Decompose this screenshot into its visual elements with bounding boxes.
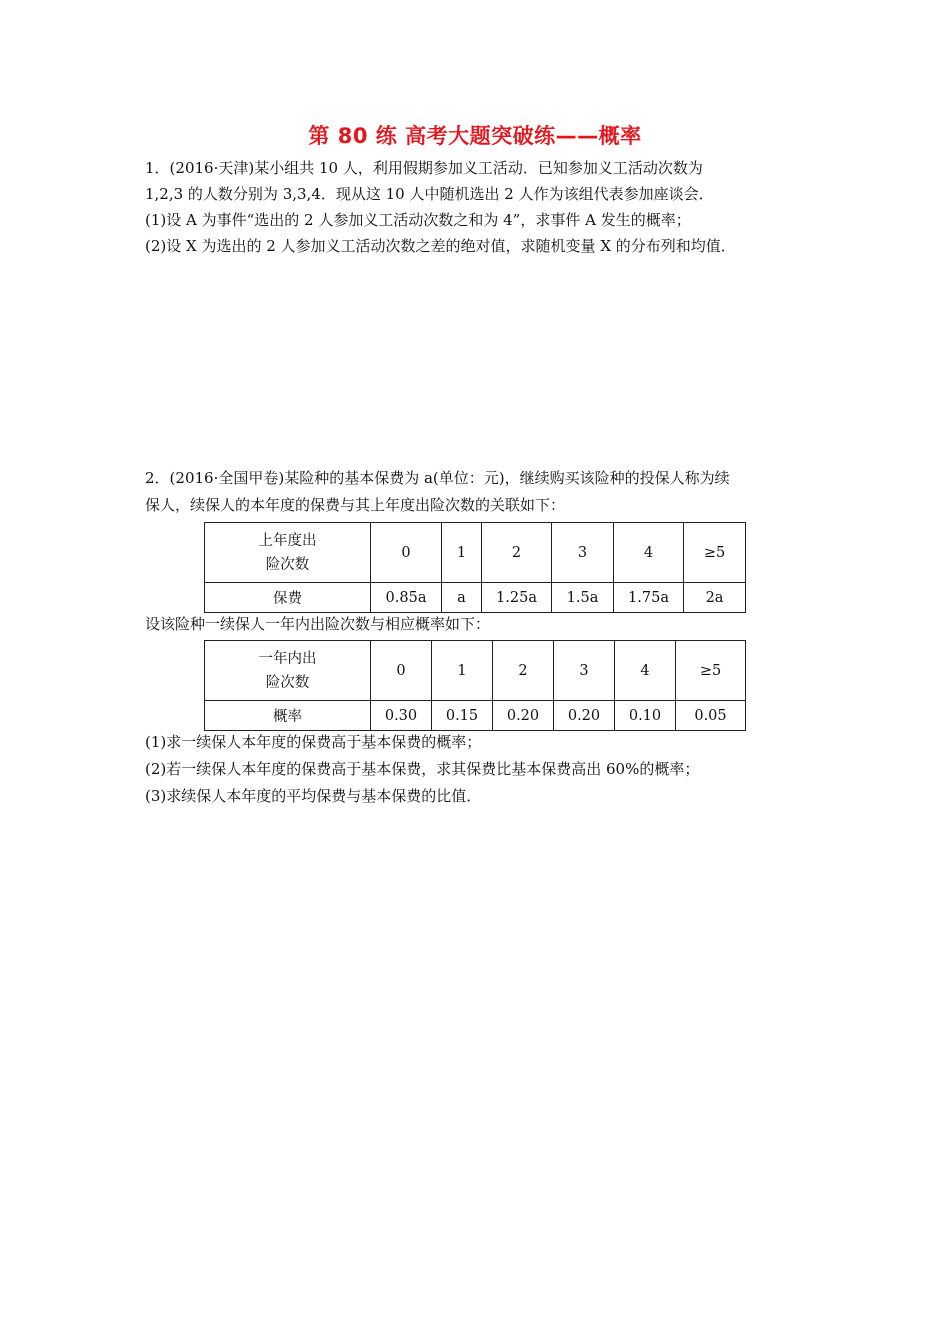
table-header-cell: 1 [442, 523, 482, 583]
table-cell: 0.05 [676, 701, 746, 731]
table-cell: 1.5a [552, 583, 614, 613]
header-label-line: 险次数 [265, 674, 310, 691]
table-cell: 0.20 [493, 701, 554, 731]
problem-2-line: 保人，续保人的本年度的保费与其上年度出险次数的关联如下： [145, 496, 566, 514]
table-header-cell: ≥5 [676, 641, 746, 701]
table-header-cell: 3 [554, 641, 615, 701]
table-header-label [205, 641, 371, 701]
header-label-line: 上年度出 [258, 532, 317, 549]
table-cell: 2a [684, 583, 746, 613]
table-header-cell: 1 [432, 641, 493, 701]
problem-1-question-2: (2)设 X 为选出的 2 人参加义工活动次数之差的绝对值，求随机变量 X 的分布列和均值． [145, 237, 736, 255]
table-cell: 0.15 [432, 701, 493, 731]
table-header-cell: 4 [615, 641, 676, 701]
problem-1-question-1: (1)设 A 为事件“选出的 2 人参加义工活动次数之和为 4”，求事件 A 发生的概率； [145, 211, 691, 229]
problem-1-line: 1,2,3 的人数分别为 3,3,4．现从这 10 人中随机选出 2 人作为该组代表参加座谈会． [145, 185, 714, 203]
problem-2-line: 2．(2016·全国甲卷)某险种的基本保费为 a(单位：元)，继续购买该险种的投保人称为续 [145, 469, 730, 487]
table-cell: 0.20 [554, 701, 615, 731]
premium-table [204, 522, 746, 613]
problem-2-question-2: (2)若一续保人本年度的保费高于基本保费，求其保费比基本保费高出 60%的概率； [145, 760, 700, 778]
problem-2-question-3: (3)求续保人本年度的平均保费与基本保费的比值． [145, 787, 482, 805]
table-header-cell: 2 [482, 523, 552, 583]
table-header-cell: 0 [371, 523, 442, 583]
table-cell: 0.30 [371, 701, 432, 731]
table-header-cell: 3 [552, 523, 614, 583]
table-cell: 0.10 [615, 701, 676, 731]
table-header-label [205, 523, 371, 583]
table-cell: a [442, 583, 482, 613]
table-header-cell: ≥5 [684, 523, 746, 583]
table-row-label: 保费 [205, 583, 371, 613]
table-cell: 0.85a [371, 583, 442, 613]
problem-1-line: 1．(2016·天津)某小组共 10 人，利用假期参加义工活动．已知参加义工活动次数为 [145, 159, 703, 177]
header-label-line: 险次数 [265, 556, 310, 573]
header-label-line: 一年内出 [258, 650, 317, 667]
table-header-cell: 4 [614, 523, 684, 583]
table-row-label: 概率 [205, 701, 371, 731]
problem-2-question-1: (1)求一续保人本年度的保费高于基本保费的概率； [145, 733, 482, 751]
table-cell: 1.25a [482, 583, 552, 613]
probability-table [204, 640, 746, 731]
page-title: 第 80 练 高考大题突破练——概率 [308, 124, 642, 148]
table-header-cell: 2 [493, 641, 554, 701]
table-header-cell: 0 [371, 641, 432, 701]
problem-2-line: 设该险种一续保人一年内出险次数与相应概率如下： [145, 615, 491, 633]
table-cell: 1.75a [614, 583, 684, 613]
